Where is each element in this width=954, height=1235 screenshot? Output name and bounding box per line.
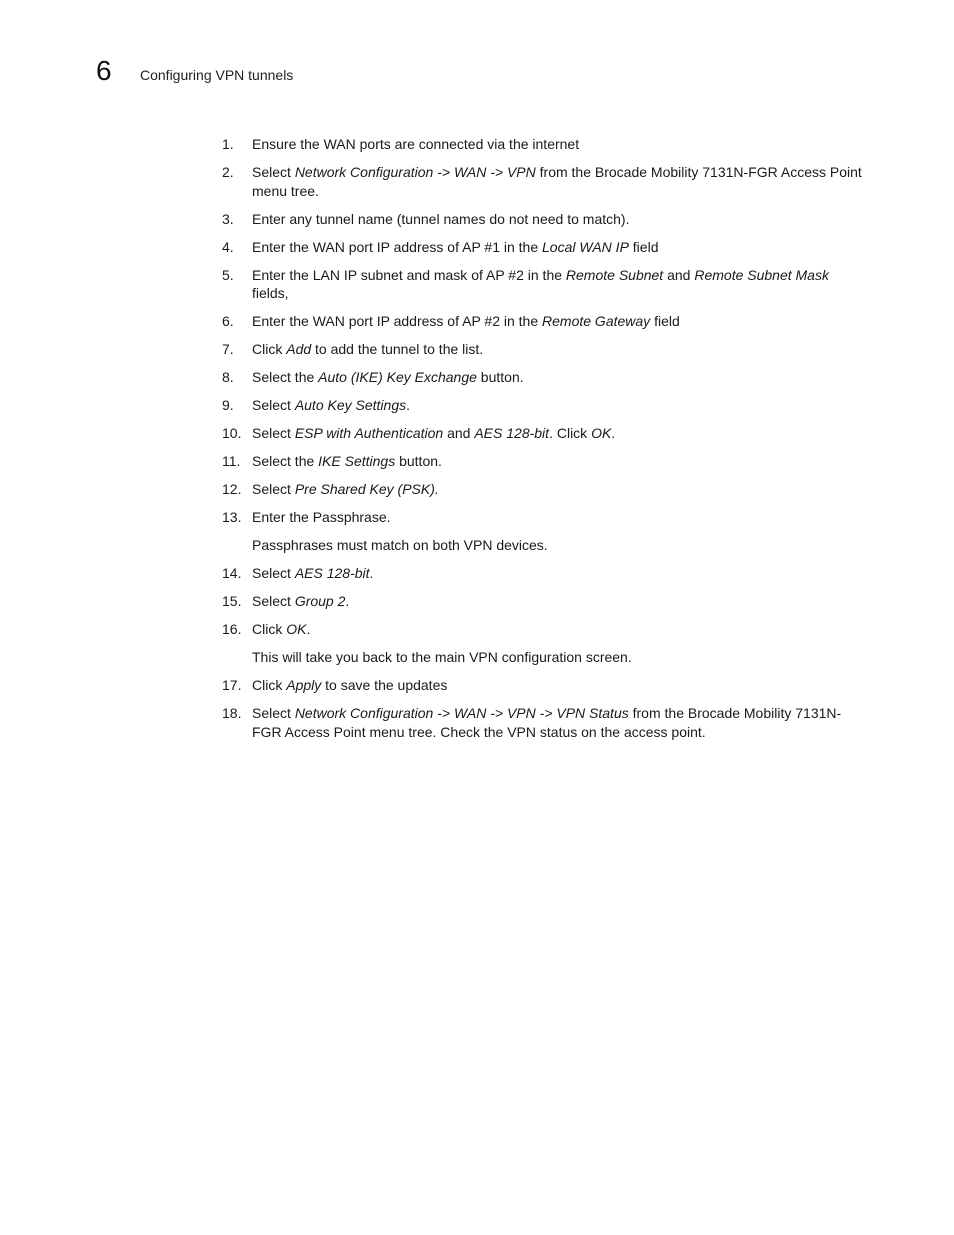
ui-term: Auto Key Settings <box>294 397 407 413</box>
step-number: 17. <box>222 677 242 693</box>
step-text-run: Select <box>252 565 295 581</box>
step-text <box>252 592 862 611</box>
step-text <box>252 266 862 303</box>
procedure-step <box>222 704 862 741</box>
ui-term: OK <box>591 425 612 441</box>
step-number: 7. <box>222 341 234 357</box>
step-text-run: and <box>443 425 475 441</box>
ui-term: Remote Subnet <box>565 266 664 283</box>
step-text <box>252 676 862 695</box>
step-text-run: Select <box>252 425 295 441</box>
step-text-run: Select <box>252 481 295 497</box>
procedure-step <box>222 592 862 611</box>
ui-term: IKE Settings <box>318 453 396 469</box>
ui-term: AES 128-bit <box>294 565 370 581</box>
procedure-step <box>222 135 862 154</box>
step-text-run: field <box>650 313 680 329</box>
step-number: 1. <box>222 136 234 152</box>
procedure-step <box>222 424 862 443</box>
procedure-step <box>222 163 862 200</box>
ui-term: AES 128-bit <box>474 425 550 441</box>
step-text-run: Enter the LAN IP subnet and mask of AP #2 in the <box>252 266 566 283</box>
chapter-number: 6 <box>96 55 112 86</box>
procedure-step <box>222 210 862 229</box>
step-text <box>252 564 862 583</box>
step-text-run: Enter the WAN port IP address of AP #1 in the <box>252 238 543 255</box>
step-number: 18. <box>222 705 242 721</box>
step-number: 4. <box>222 238 234 255</box>
step-text-run: . <box>611 425 616 441</box>
ui-term: Remote Gateway <box>542 313 651 329</box>
step-number: 16. <box>222 621 242 637</box>
procedure-step <box>222 238 862 257</box>
step-text <box>252 210 862 229</box>
step-text-run: button. <box>395 453 442 469</box>
step-text-run: and <box>663 266 695 283</box>
step-text <box>252 396 862 415</box>
step-text <box>252 163 862 200</box>
ui-term: OK <box>286 621 307 637</box>
ui-term: Remote Subnet Mask <box>694 266 829 283</box>
step-text <box>252 508 862 527</box>
step-text <box>252 452 862 471</box>
step-text-run: to save the updates <box>321 677 448 693</box>
step-text <box>252 340 862 359</box>
step-text <box>252 312 862 331</box>
step-text <box>252 480 862 499</box>
step-text-run: button. <box>476 369 524 385</box>
step-number: 2. <box>222 164 234 180</box>
procedure-step <box>222 312 862 331</box>
procedure-step <box>222 452 862 471</box>
step-text-run: Enter the WAN port IP address of AP #2 in the <box>252 313 543 329</box>
step-number: 6. <box>222 313 234 329</box>
step-number: 3. <box>222 210 234 227</box>
step-text-run: from the Brocade Mobility 7131N-FGR Access Point menu tree. Check the VPN status on the access point. <box>252 705 842 740</box>
step-text-run: fields, <box>252 285 289 301</box>
step-text <box>252 135 862 154</box>
step-text-run: field <box>628 238 659 255</box>
step-number: 12. <box>222 481 242 497</box>
procedure-step <box>222 508 862 527</box>
step-text-run: . <box>406 397 410 413</box>
step-number: 9. <box>222 397 234 413</box>
step-text-run: Enter any tunnel name (tunnel names do not need to match). <box>252 210 630 227</box>
ui-term: Apply <box>286 677 322 693</box>
step-text-run: Select the <box>252 453 319 469</box>
step-text-run: Select <box>252 705 295 721</box>
step-number: 11. <box>222 453 241 469</box>
step-text <box>252 424 862 443</box>
step-text-run: Click <box>252 677 287 693</box>
step-note: Passphrases must match on both VPN devices. <box>252 537 548 553</box>
procedure-step <box>222 396 862 415</box>
procedure-step <box>222 340 862 359</box>
running-title: Configuring VPN tunnels <box>140 67 294 83</box>
procedure-step <box>222 480 862 499</box>
procedure-step <box>222 564 862 583</box>
step-text-run: Select the <box>252 369 319 385</box>
procedure-step <box>222 266 862 303</box>
step-text <box>252 704 862 741</box>
step-number: 10. <box>222 425 242 441</box>
step-text-run: Ensure the WAN ports are connected via the internet <box>252 136 580 152</box>
ui-term: Auto (IKE) Key Exchange <box>318 369 477 385</box>
step-text-run: from the Brocade Mobility 7131N-FGR Access Point menu tree. <box>252 164 862 199</box>
procedure-steps <box>222 135 862 751</box>
step-text-run: to add the tunnel to the list. <box>311 341 484 357</box>
step-text-run: Select <box>252 164 295 180</box>
step-text <box>252 620 862 639</box>
step-number: 5. <box>222 266 234 283</box>
ui-term: Pre Shared Key (PSK). <box>294 481 439 497</box>
step-number: 14. <box>222 565 242 581</box>
step-text <box>252 238 862 257</box>
step-text-run: Select <box>252 397 295 413</box>
ui-term: Network Configuration -> WAN -> VPN -> VPN Status <box>294 705 629 721</box>
step-note: This will take you back to the main VPN configuration screen. <box>252 649 632 665</box>
step-number: 15. <box>222 593 242 609</box>
step-text <box>252 368 862 387</box>
ui-term: Network Configuration -> WAN -> VPN <box>294 164 536 180</box>
step-number: 13. <box>222 509 242 525</box>
step-text-run: . <box>306 621 311 637</box>
step-text-run: . <box>369 565 374 581</box>
ui-term: Group 2 <box>294 593 346 609</box>
step-text-run: Enter the Passphrase. <box>252 509 391 525</box>
procedure-step <box>222 620 862 639</box>
procedure-step <box>222 676 862 695</box>
ui-term: ESP with Authentication <box>294 425 444 441</box>
step-text-run: Select <box>252 593 295 609</box>
procedure-step <box>222 368 862 387</box>
step-number: 8. <box>222 369 234 385</box>
ui-term: Add <box>286 341 312 357</box>
step-text-run: Click <box>252 621 287 637</box>
step-text-run: Click <box>252 341 287 357</box>
step-text-run: . Click <box>549 425 592 441</box>
step-text-run: . <box>345 593 350 609</box>
ui-term: Local WAN IP <box>542 238 629 255</box>
